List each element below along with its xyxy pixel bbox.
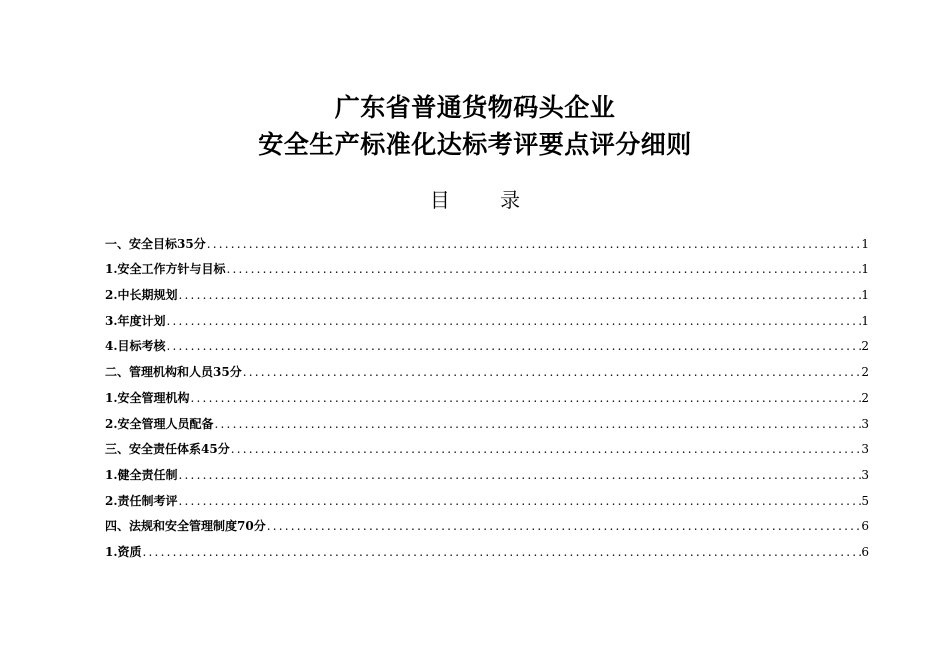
toc-entry-page: 1 — [861, 262, 869, 277]
toc-entry-safety-management-body[interactable] — [105, 383, 869, 409]
toc-entry-staffing[interactable] — [105, 409, 869, 435]
toc-entry-page: 2 — [861, 390, 869, 405]
toc-entry-label: 四、法规和安全管理制度70分 — [105, 519, 266, 534]
toc-entry-page: 2 — [861, 339, 869, 354]
toc-dot-leader — [166, 310, 861, 332]
toc-dot-leader — [230, 438, 861, 460]
toc-dot-leader — [178, 490, 861, 512]
toc-entry-page: 5 — [861, 493, 869, 508]
toc-entry-label: 二、管理机构和人员35分 — [105, 365, 242, 380]
toc-entry-label: 1.健全责任制 — [105, 467, 178, 482]
toc-dot-leader — [190, 387, 861, 409]
toc-entry-management-org[interactable] — [105, 357, 869, 383]
toc-entry-page: 1 — [861, 313, 869, 328]
toc-entry-page: 3 — [861, 442, 869, 457]
toc-dot-leader — [206, 233, 861, 255]
toc-entry-regulations[interactable] — [105, 512, 869, 538]
toc-entry-page: 1 — [861, 288, 869, 303]
toc-entry-qualification[interactable] — [105, 537, 869, 563]
toc-entry-goal-assessment[interactable] — [105, 332, 869, 358]
toc-entry-annual-plan[interactable] — [105, 306, 869, 332]
toc-dot-leader — [178, 464, 861, 486]
toc-entry-safety-goals[interactable] — [105, 229, 869, 255]
toc-entry-label: 2.中长期规划 — [105, 288, 178, 303]
toc-entry-responsibility-evaluation[interactable] — [105, 486, 869, 512]
toc-dot-leader — [214, 413, 861, 435]
toc-entry-page: 6 — [861, 544, 869, 559]
toc-entry-page: 2 — [861, 365, 869, 380]
toc-entry-label: 4.目标考核 — [105, 339, 166, 354]
toc-entry-page: 1 — [861, 236, 869, 251]
toc-dot-leader — [226, 258, 861, 280]
toc-entry-label: 1.安全工作方针与目标 — [105, 262, 226, 277]
toc-entry-label: 2.责任制考评 — [105, 493, 178, 508]
toc-dot-leader — [142, 541, 861, 563]
document-title-line1: 广东省普通货物码头企业 — [334, 93, 616, 122]
toc-entry-responsibility-system[interactable] — [105, 435, 869, 461]
toc-entry-label: 2.安全管理人员配备 — [105, 416, 214, 431]
toc-entry-long-term-plan[interactable] — [105, 280, 869, 306]
toc-entry-page: 3 — [861, 467, 869, 482]
toc-entry-page: 6 — [861, 519, 869, 534]
toc-entry-label: 1.安全管理机构 — [105, 390, 190, 405]
document-title-line2: 安全生产标准化达标考评要点评分细则 — [258, 130, 692, 159]
toc-dot-leader — [178, 284, 861, 306]
toc-entry-safety-policy[interactable] — [105, 255, 869, 281]
toc-entry-label: 3.年度计划 — [105, 313, 166, 328]
toc-entry-page: 3 — [861, 416, 869, 431]
toc-dot-leader — [166, 335, 861, 357]
table-of-contents — [105, 229, 869, 563]
toc-entry-label: 1.资质 — [105, 544, 142, 559]
toc-entry-label: 一、安全目标35分 — [105, 236, 206, 251]
toc-dot-leader — [242, 361, 861, 383]
toc-dot-leader — [266, 515, 861, 537]
toc-entry-label: 三、安全责任体系45分 — [105, 442, 230, 457]
toc-heading: 目 录 — [429, 188, 543, 212]
toc-entry-complete-responsibility[interactable] — [105, 460, 869, 486]
